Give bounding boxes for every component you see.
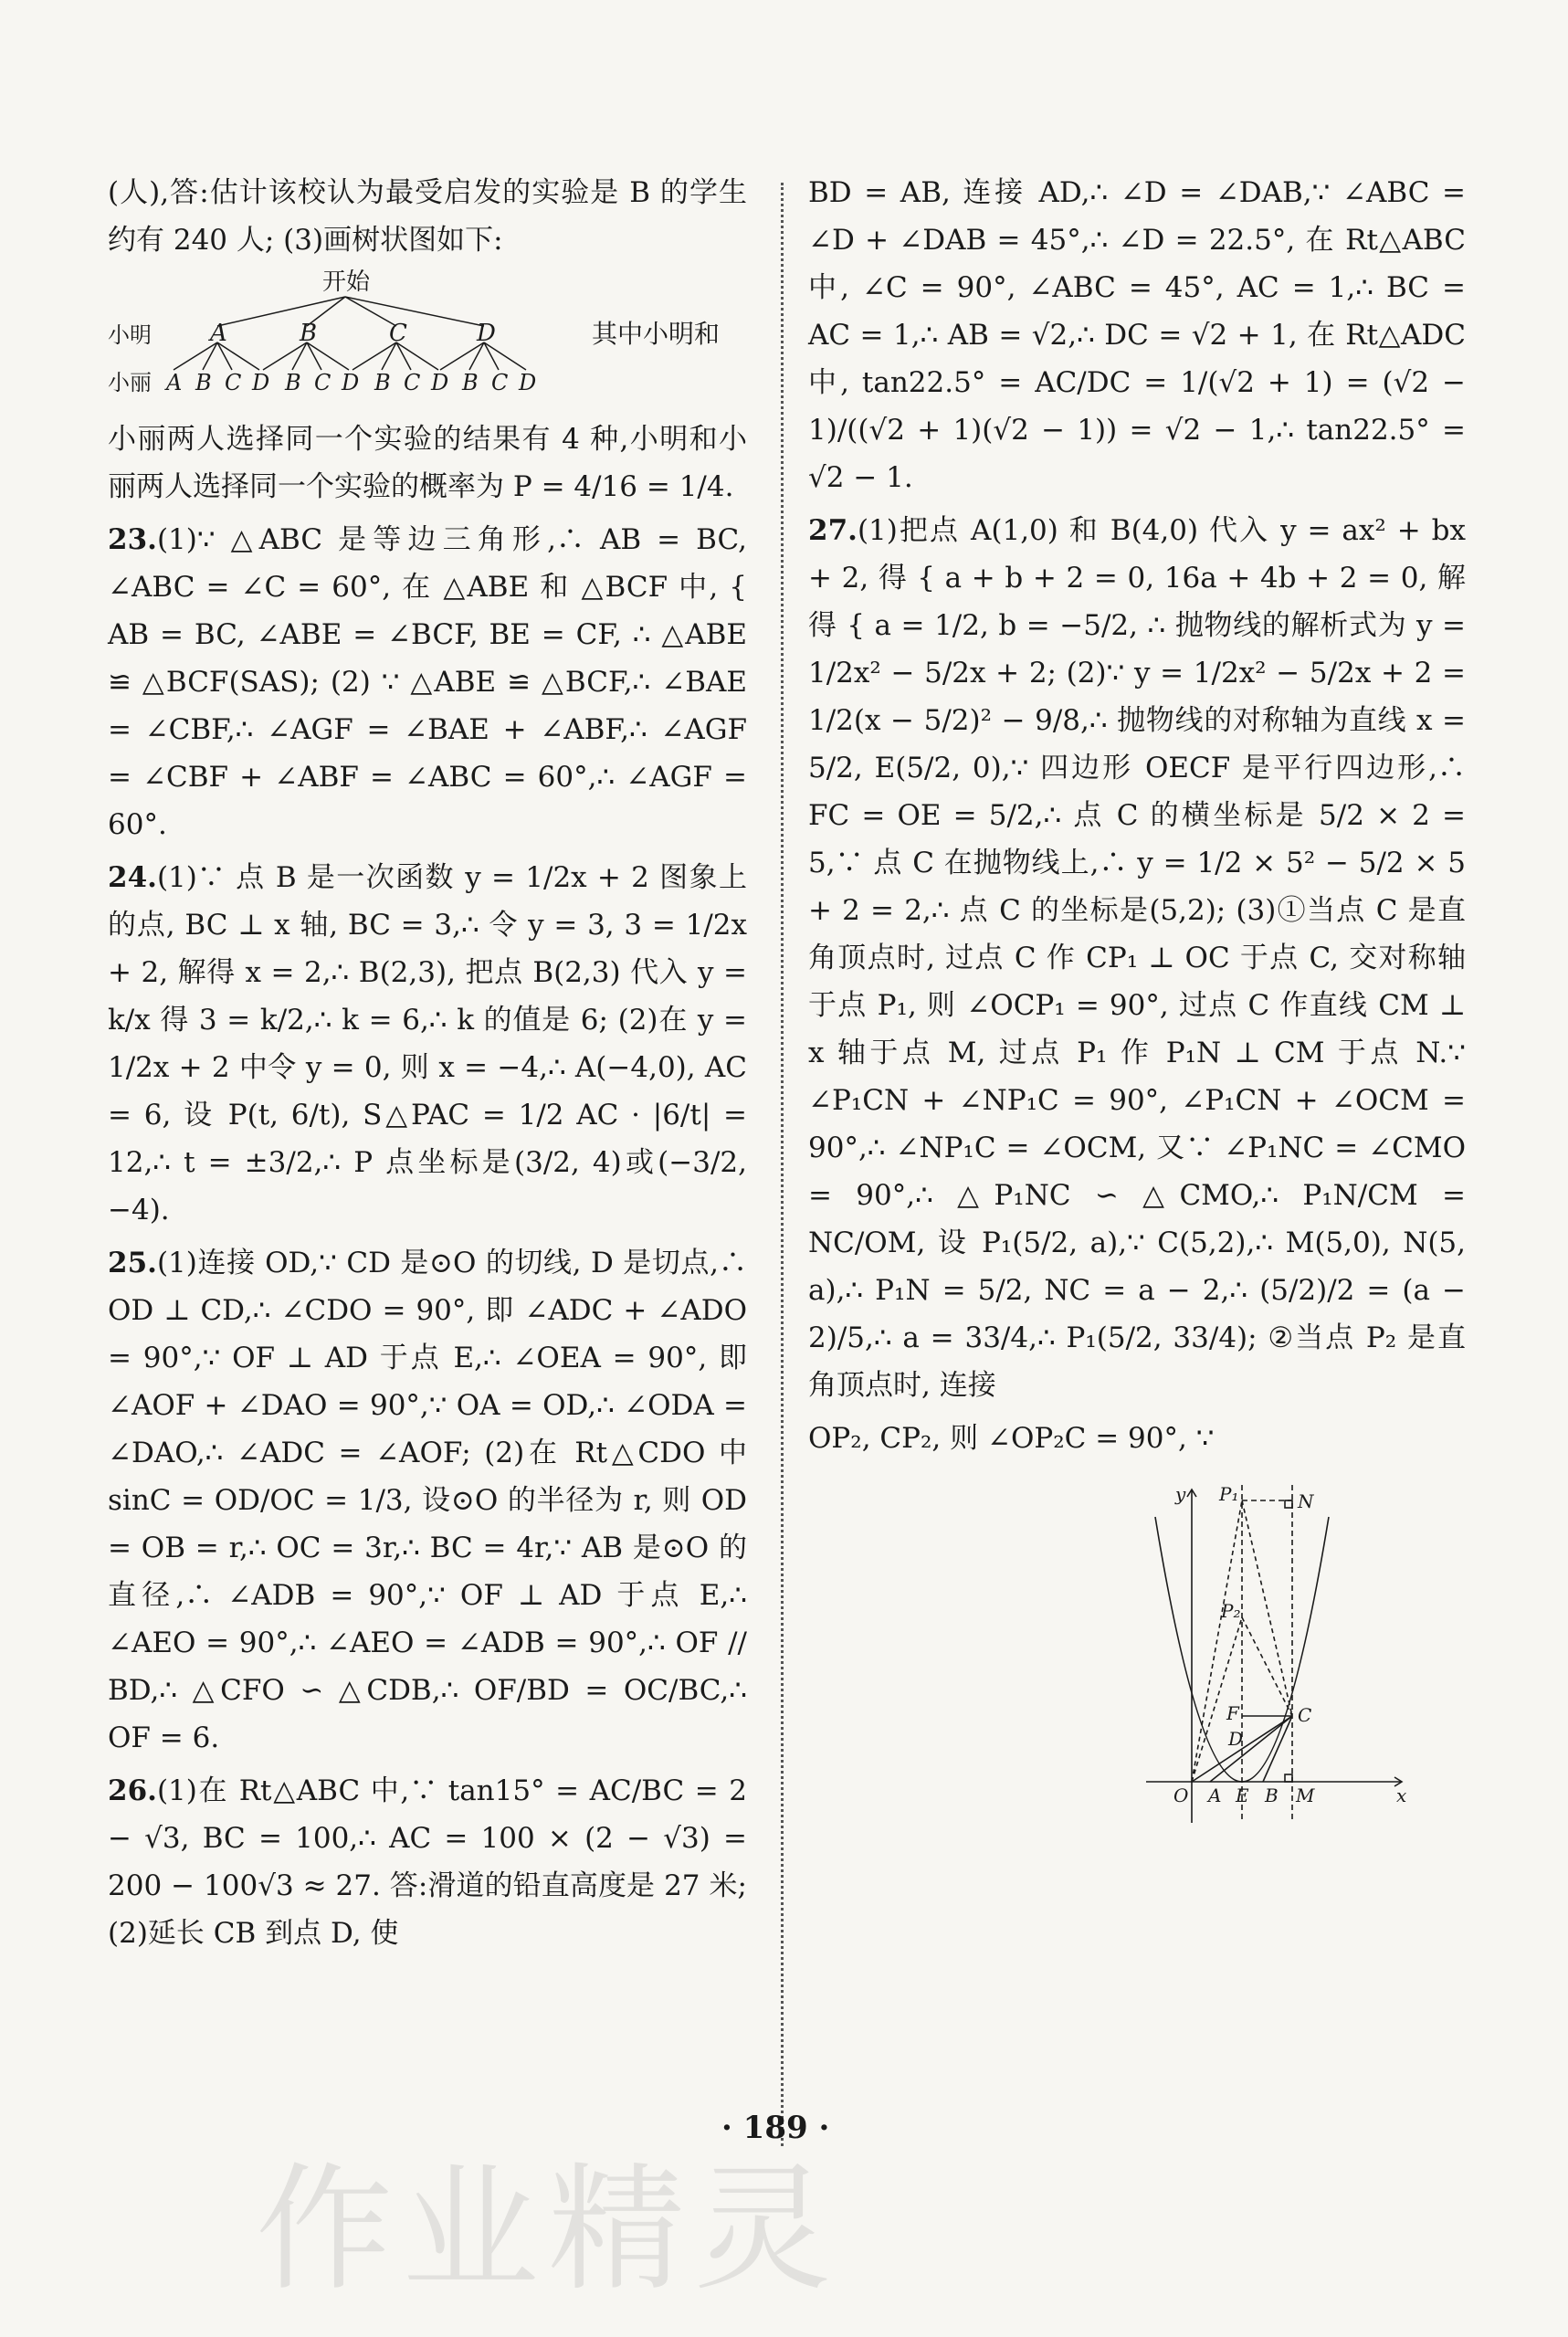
answer-26-continued: BD = AB, 连接 AD,∴ ∠D = ∠DAB,∵ ∠ABC = ∠D + ∠DAB = 45°,∴ ∠D = 22.5°, 在 Rt△ABC 中, ∠C = 90°, ∠ABC = 45°, AC = 1,∴ BC = AC = 1,∴ AB = √2,∴ DC = √2 + 1, 在 Rt△ADC 中, tan22.5° = AC/DC = 1/(√2 + 1) = (√2 − 1)/((√2 + 1)(√2 − 1)) = √2 − 1,∴ tan22.5° = √2 − 1.: [808, 176, 1466, 494]
answer-25-text: (1)连接 OD,∵ CD 是⊙O 的切线, D 是切点,∴ OD ⊥ CD,∴ ∠CDO = 90°, 即 ∠ADC + ∠ADO = 90°,∵ OF ⊥ AD 于点 E,∴ ∠OEA = 90°, 即 ∠AOF + ∠DAO = 90°,∵ OA = OD,∴ ∠ODA = ∠DAO,∴ ∠ADC = ∠AOF; (2)在 Rt△CDO 中 sinC = OD/OC = 1/3, 设⊙O 的半径为 r, 则 OD = OB = r,∴ OC = 3r,∴ BC = 4r,∵ AB 是⊙O 的直径,∴ ∠ADB = 90°,∵ OF ⊥ AD 于点 E,∴ ∠AEO = 90°,∴ ∠AEO = ∠ADB = 90°,∴ OF // BD,∴ △CFO ∽ △CDB,∴ OF/BD = OC/BC,∴ OF = 6.: [108, 1247, 747, 1754]
tree-row1-label: 小明: [108, 322, 152, 348]
question-number: 24.: [108, 861, 157, 894]
tree-row2-label: 小丽: [108, 370, 152, 395]
label-p1: P₁: [1219, 1483, 1239, 1505]
label-c: C: [1298, 1704, 1312, 1726]
answer-25: [108, 1239, 747, 1762]
answer-27-text: (1)把点 A(1,0) 和 B(4,0) 代入 y = ax² + bx + 2, 得 { a + b + 2 = 0, 16a + 4b + 2 = 0, 解得 { a = 1/2, b = −5/2, ∴ 抛物线的解析式为 y = 1/2x² − 5/2x + 2; (2)∵ y = 1/2x² − 5/2x + 2 = 1/2(x − 5/2)² − 9/8,∴ 抛物线的对称轴为直线 x = 5/2, E(5/2, 0),∵ 四边形 OECF 是平行四边形,∴ FC = OE = 5/2,∴ 点 C 的横坐标是 5/2 × 2 = 5,∵ 点 C 在抛物线上,∴ y = 1/2 × 5² − 5/2 × 5 + 2 = 2,∴ 点 C 的坐标是(5,2); (3)①当点 C 是直角顶点时, 过点 C 作 CP₁ ⊥ OC 于点 C, 交对称轴于点 P₁, 则 ∠OCP₁ = 90°, 过点 C 作直线 CM ⊥ x 轴于点 M, 过点 P₁ 作 P₁N ⊥ CM 于点 N.∵ ∠P₁CN + ∠NP₁C = 90°, ∠P₁CN + ∠OCM = 90°,∴ ∠NP₁C = ∠OCM, 又∵ ∠P₁NC = ∠CMO = 90°,∴ △P₁NC ∽ △CMO,∴ P₁N/CM = NC/OM, 设 P₁(5/2, a),∵ C(5,2),∴ M(5,0), N(5, a),∴ P₁N = 5/2, NC = a − 2,∴ (5/2)/2 = (a − 2)/5,∴ a = 33/4,∴ P₁(5/2, 33/4); ②当点 P₂ 是直角顶点时, 连接: [808, 514, 1466, 1402]
parabola-figure: [1137, 1480, 1411, 1827]
label-e: E: [1236, 1784, 1249, 1806]
question-number: 27.: [808, 514, 858, 547]
label-b: B: [1265, 1784, 1279, 1806]
answer-23-text: (1)∵ △ABC 是等边三角形,∴ AB = BC, ∠ABC = ∠C = 60°, 在 △ABE 和 △BCF 中, { AB = BC, ∠ABE = ∠BCF, BE = CF, ∴ △ABE ≌ △BCF(SAS); (2) ∵ △ABE ≌ △BCF,∴ ∠BAE = ∠CBF,∴ ∠AGF = ∠BAE + ∠ABF,∴ ∠AGF = ∠CBF + ∠ABF = ∠ABC = 60°,∴ ∠AGF = 60°.: [108, 523, 747, 841]
right-column: [808, 169, 1466, 1827]
label-f: F: [1226, 1702, 1239, 1724]
tree-leaf: B: [374, 370, 391, 395]
answer-26: [108, 1767, 747, 1957]
page-number: · 189 ·: [721, 2110, 830, 2146]
answer-27: [808, 507, 1466, 1409]
label-y: y: [1175, 1483, 1186, 1505]
answer-24-text: (1)∵ 点 B 是一次函数 y = 1/2x + 2 图象上的点, BC ⊥ x 轴, BC = 3,∴ 令 y = 3, 3 = 1/2x + 2, 解得 x = 2,∴ B(2,3), 把点 B(2,3) 代入 y = k/x 得 3 = k/2,∴ k = 6,∴ k 的值是 6; (2)在 y = 1/2x + 2 中令 y = 0, 则 x = −4,∴ A(−4,0), AC = 6, 设 P(t, 6/t), S△PAC = 1/2 AC · |6/t| = 12,∴ t = ±3/2,∴ P 点坐标是(3/2, 4)或(−3/2, −4).: [108, 861, 747, 1226]
tree-leaf: C: [225, 370, 242, 395]
label-n: N: [1298, 1490, 1314, 1512]
answer-22-continued: (人),答:估计该校认为最受启发的实验是 B 的学生约有 240 人; (3)画树状图如下:: [108, 176, 747, 257]
label-x: x: [1396, 1784, 1407, 1806]
tree-leaf: B: [195, 370, 212, 395]
tree-leaf: B: [285, 370, 301, 395]
tree-leaf: C: [314, 370, 331, 395]
tree-leaf: D: [431, 370, 449, 395]
tree-leaf: B: [462, 370, 479, 395]
column-divider: [781, 183, 784, 2146]
tree-leaf: D: [252, 370, 270, 395]
answer-27-end: OP₂, CP₂, 则 ∠OP₂C = 90°, ∵: [808, 1422, 1215, 1455]
question-number: 23.: [108, 523, 157, 556]
tree-leaf: C: [404, 370, 421, 395]
tree-leaf: D: [342, 370, 360, 395]
tree-node-b: B: [300, 320, 318, 347]
tree-node-a: A: [210, 320, 227, 347]
answer-22-probability: 小丽两人选择同一个实验的结果有 4 种,小明和小丽两人选择同一个实验的概率为 P = 4/16 = 1/4.: [108, 423, 747, 503]
tree-node-c: C: [389, 320, 407, 347]
tree-leaf: A: [166, 370, 183, 395]
label-a: A: [1208, 1784, 1222, 1806]
label-p2: P₂: [1221, 1600, 1241, 1622]
label-d: D: [1228, 1728, 1244, 1750]
label-m: M: [1296, 1784, 1315, 1806]
tree-leaf: D: [519, 370, 537, 395]
question-number: 25.: [108, 1247, 157, 1279]
answer-26-text: (1)在 Rt△ABC 中,∵ tan15° = AC/BC = 2 − √3, BC = 100,∴ AC = 100 × (2 − √3) = 200 − 100√3 ≈ 27. 答:滑道的铅直高度是 27 米; (2)延长 CB 到点 D, 使: [108, 1774, 747, 1950]
watermark: 作业精灵: [256, 2151, 841, 2310]
left-column: [108, 169, 747, 1963]
tree-node-d: D: [477, 320, 496, 347]
tree-side-note: 其中小明和: [592, 319, 721, 349]
tree-root: 开始: [322, 269, 371, 296]
label-o: O: [1173, 1784, 1189, 1806]
answer-23: [108, 516, 747, 848]
question-number: 26.: [108, 1774, 157, 1807]
answer-24: [108, 854, 747, 1234]
tree-diagram: [108, 269, 747, 406]
tree-leaf: C: [491, 370, 509, 395]
